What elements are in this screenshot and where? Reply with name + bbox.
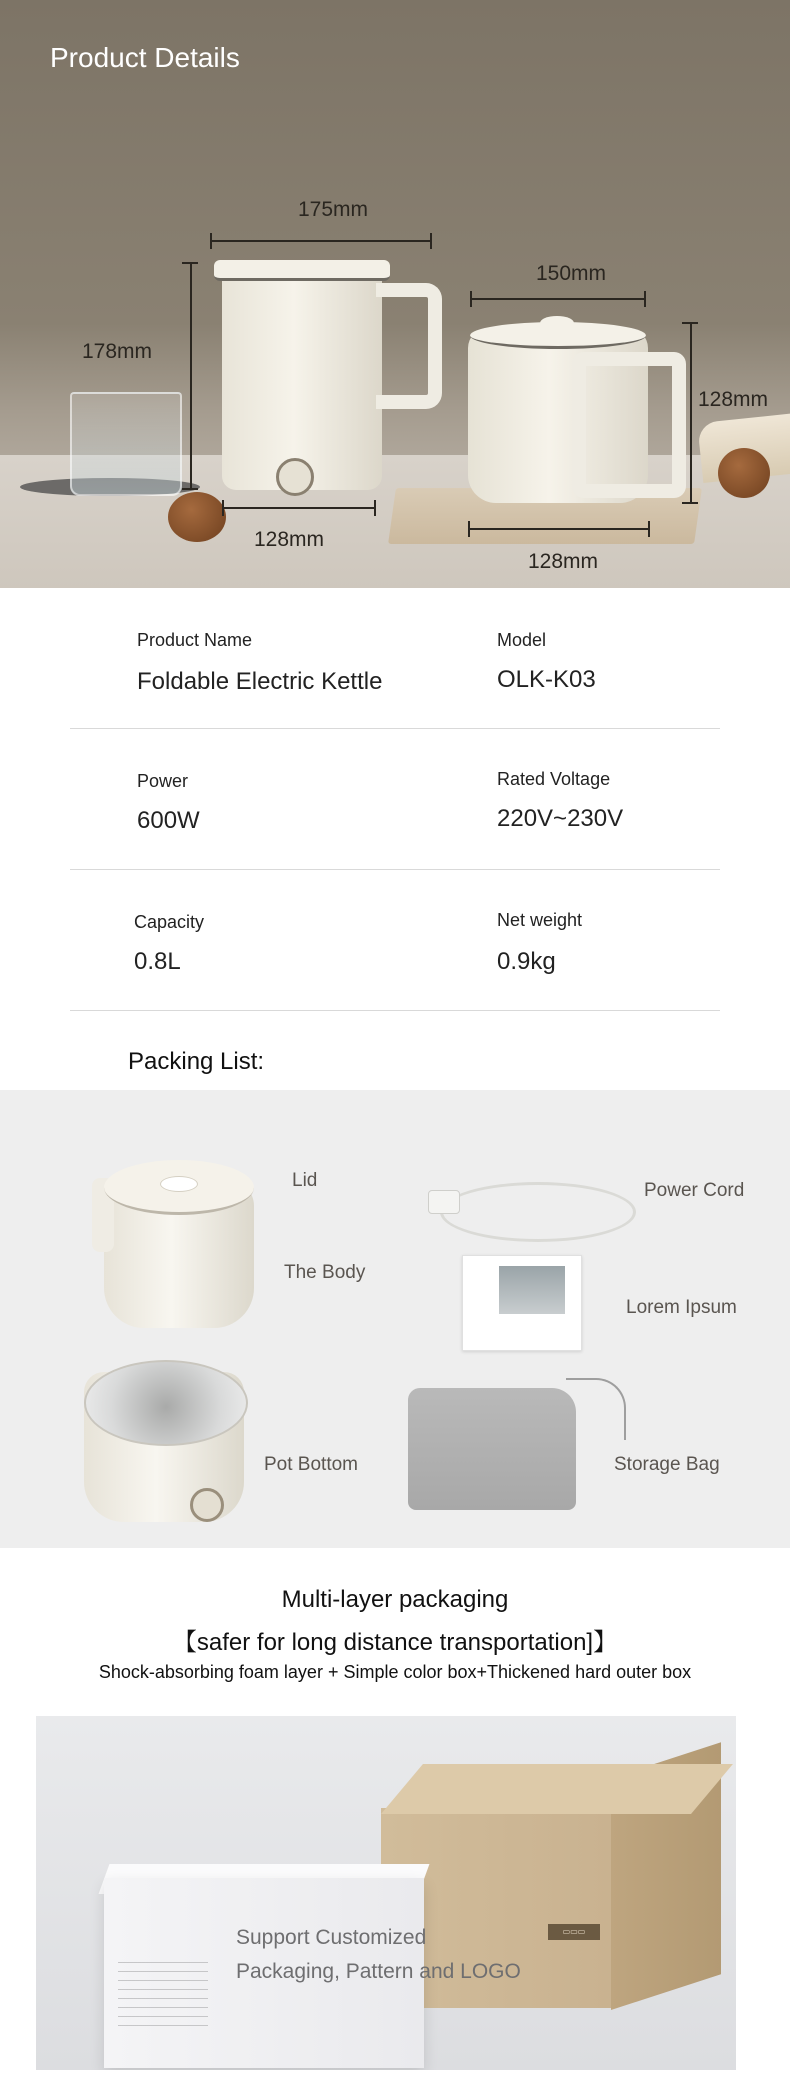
walnut-illustration [168,492,226,542]
spec-value: 600W [137,807,200,834]
dimension-tick [682,322,698,324]
dimension-line [468,528,650,530]
box-fineprint [118,1962,208,2026]
spec-label: Capacity [134,912,205,932]
spec-row [70,729,720,870]
spec-label: Rated Voltage [497,769,611,789]
dimension-tick [374,500,376,516]
plug-icon [428,1190,460,1214]
dimension-line [470,298,646,300]
customization-line-1: Support Customized [236,1926,427,1949]
dimension-tick [430,233,432,249]
spec-row [70,870,720,1011]
water-glass-illustration [70,392,182,496]
box-label-sticker: ▭▭▭ [548,1924,600,1940]
spec-table [70,588,720,1011]
kettle-expanded-lid [214,260,390,281]
packing-item-manual: Lorem Ipsum [626,1297,737,1318]
spec-label: Model [497,630,547,650]
product-hero-image [0,0,790,588]
manual-illustration [462,1255,582,1351]
drawstring-illustration [566,1378,626,1440]
spec-value: OLK-K03 [497,666,596,693]
dimension-label-base: 128mm [528,550,599,573]
dimension-label-height: 178mm [82,340,153,363]
dimension-tick [644,291,646,307]
kettle-expanded-handle [376,283,442,409]
storage-bag-illustration [408,1388,576,1510]
spec-label: Product Name [137,630,253,650]
spec-row [70,588,720,729]
dimension-label-base: 128mm [254,528,325,551]
dimension-line [190,262,192,490]
power-button-icon [190,1488,224,1522]
packing-item-body: The Body [284,1262,366,1283]
pot-interior-illustration [84,1360,248,1446]
dimension-tick [648,521,650,537]
packing-item-storage-bag: Storage Bag [614,1454,720,1475]
kettle-folded-knob [540,316,574,330]
kettle-expanded-illustration [222,265,382,490]
packaging-description: Shock-absorbing foam layer + Simple color box+Thickened hard outer box [98,1662,692,1682]
dimension-tick [222,500,224,516]
dimension-line [210,240,432,242]
dimension-tick [468,521,470,537]
dimension-label-width: 150mm [536,262,607,285]
packing-item-power-cord: Power Cord [644,1180,745,1201]
outer-box-top [381,1764,733,1814]
packaging-image [36,1716,736,2070]
power-button-icon [276,458,314,496]
dimension-tick [182,262,198,264]
spec-value: 0.8L [134,948,181,975]
dimension-tick [210,233,212,249]
spec-value: 220V~230V [497,805,624,832]
walnut-illustration [718,448,770,498]
spec-label: Power [137,771,189,791]
dimension-label-height: 128mm [698,388,769,411]
page-title: Product Details [50,42,240,73]
packaging-subheading: 【safer for long distance transportation]】 [172,1629,618,1656]
dimension-tick [182,488,198,490]
packaging-heading: Multi-layer packaging [281,1586,509,1613]
dimension-line [690,322,692,504]
power-cord-illustration [440,1182,636,1242]
spec-value: 0.9kg [497,948,556,975]
dimension-tick [682,502,698,504]
customization-line-2: Packaging, Pattern and LOGO [236,1960,521,1983]
kettle-folded-handle [572,352,686,498]
spec-label: Net weight [497,910,583,930]
dimension-line [222,507,374,509]
packing-item-pot-bottom: Pot Bottom [264,1454,358,1475]
spec-value: Foldable Electric Kettle [137,668,383,695]
dimension-label-width: 175mm [298,198,369,221]
packing-item-lid: Lid [292,1170,318,1191]
lid-knob-illustration [160,1176,198,1192]
packing-list-title: Packing List: [128,1048,265,1075]
dimension-tick [470,291,472,307]
